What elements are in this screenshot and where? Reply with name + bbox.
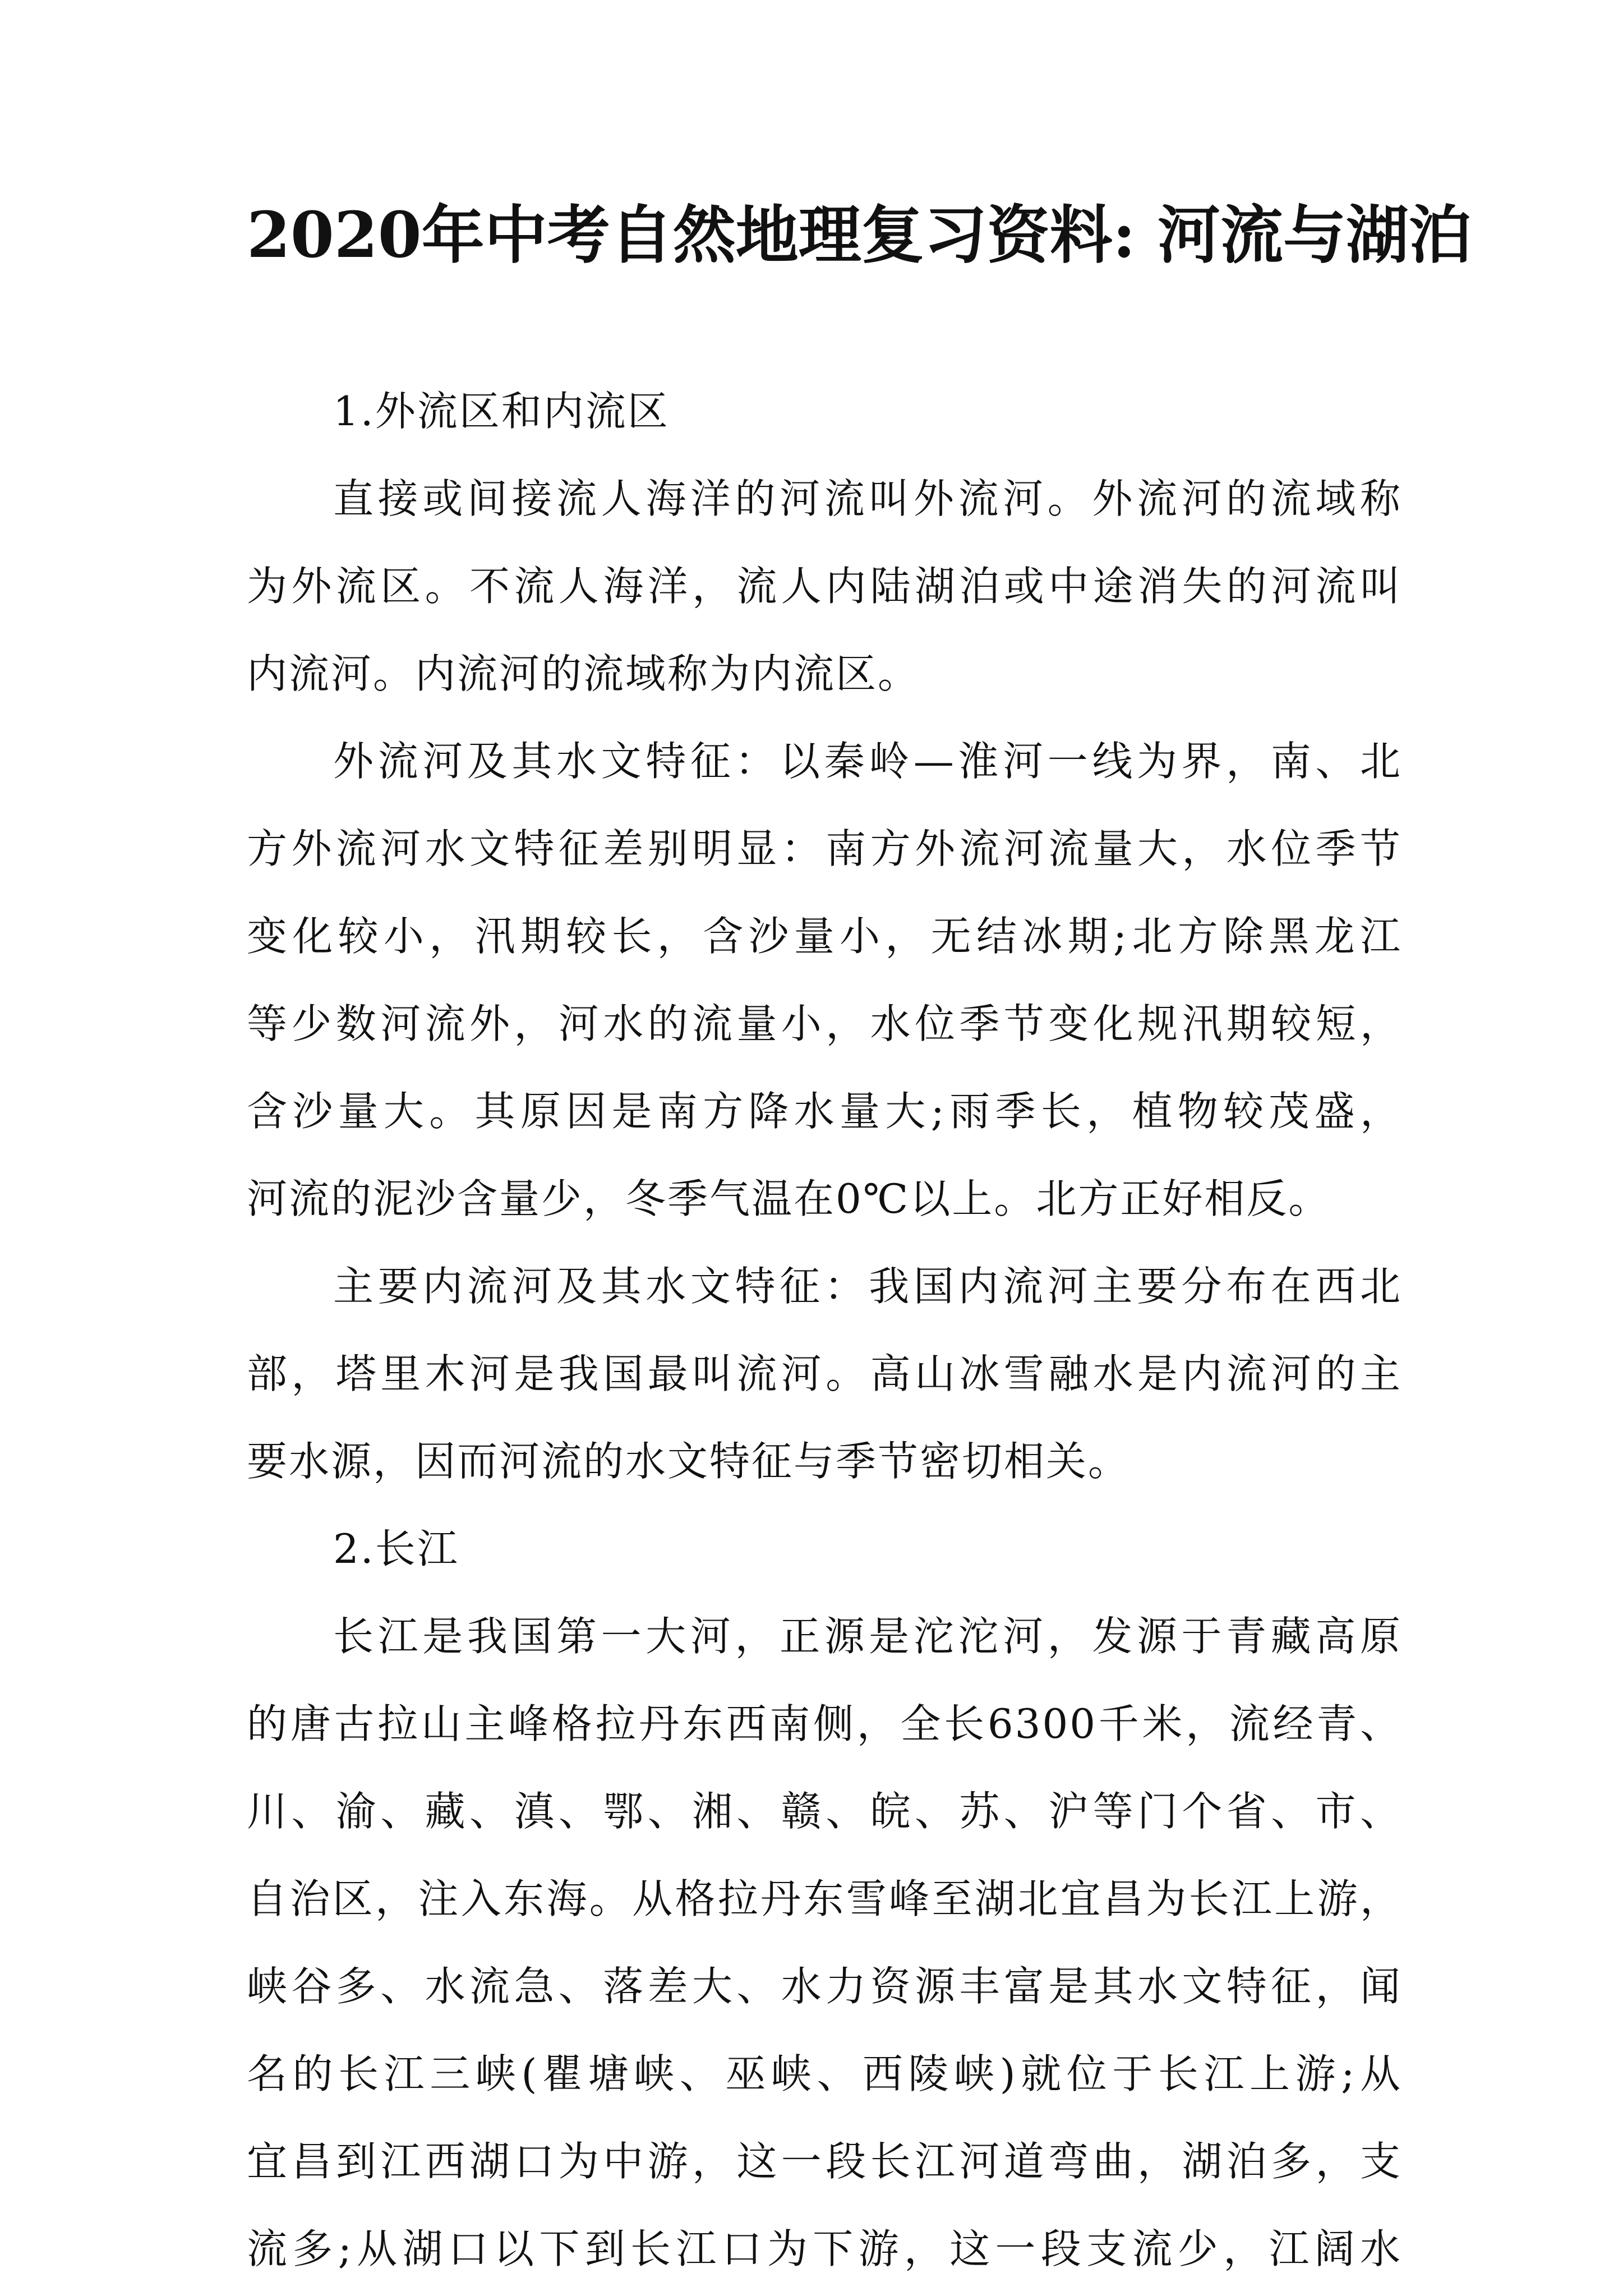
paragraph-line: 主要内流河及其水文特征：我国内流河主要分布在西北	[333, 1263, 1402, 1310]
paragraph-line: 直接或间接流人海洋的河流叫外流河。外流河的流域称	[333, 475, 1402, 522]
paragraph-line: 川、渝、藏、滇、鄂、湘、赣、皖、苏、沪等门个省、市、	[247, 1788, 1402, 1835]
paragraph-line: 峡谷多、水流急、落差大、水力资源丰富是其水文特征，闻	[247, 1963, 1402, 2010]
paragraph-line: 河流的泥沙含量少，冬季气温在0℃以上。北方正好相反。	[247, 1175, 1331, 1222]
paragraph-line: 方外流河水文特征差别明显：南方外流河流量大，水位季节	[247, 825, 1402, 872]
paragraph-line: 变化较小，汛期较长，含沙量小，无结冰期;北方除黑龙江	[247, 913, 1402, 960]
paragraph-line: 含沙量大。其原因是南方降水量大;雨季长，植物较茂盛，	[247, 1088, 1402, 1135]
paragraph-line: 名的长江三峡(瞿塘峡、巫峡、西陵峡)就位于长江上游;从	[247, 2050, 1402, 2097]
paragraph-line: 自治区，注入东海。从格拉丹东雪峰至湖北宜昌为长江上游，	[247, 1875, 1402, 1922]
paragraph-line: 内流河。内流河的流域称为内流区。	[247, 650, 920, 697]
document-title: 2020年中考自然地理复习资料: 河流与湖泊	[247, 199, 1472, 272]
paragraph-line: 等少数河流外，河水的流量小，水位季节变化规汛期较短，	[247, 1000, 1402, 1047]
section-heading-1: 1.外流区和内流区	[333, 388, 670, 435]
paragraph-line: 要水源，因而河流的水文特征与季节密切相关。	[247, 1438, 1131, 1485]
paragraph-line: 长江是我国第一大河，正源是沱沱河，发源于青藏高原	[333, 1613, 1402, 1660]
paragraph-line: 流多;从湖口以下到长江口为下游，这一段支流少，江阔水	[247, 2225, 1402, 2272]
document-body	[247, 367, 1402, 2293]
paragraph-line: 为外流区。不流人海洋，流人内陆湖泊或中途消失的河流叫	[247, 563, 1402, 610]
paragraph-line: 宜昌到江西湖口为中游，这一段长江河道弯曲，湖泊多，支	[247, 2138, 1402, 2185]
paragraph-line: 部，塔里木河是我国最叫流河。高山冰雪融水是内流河的主	[247, 1350, 1402, 1397]
section-heading-2: 2.长江	[333, 1525, 459, 1572]
paragraph-line: 的唐古拉山主峰格拉丹东西南侧，全长6300千米，流经青、	[247, 1700, 1402, 1747]
paragraph-line: 外流河及其水文特征：以秦岭—淮河一线为界，南、北	[333, 738, 1402, 785]
